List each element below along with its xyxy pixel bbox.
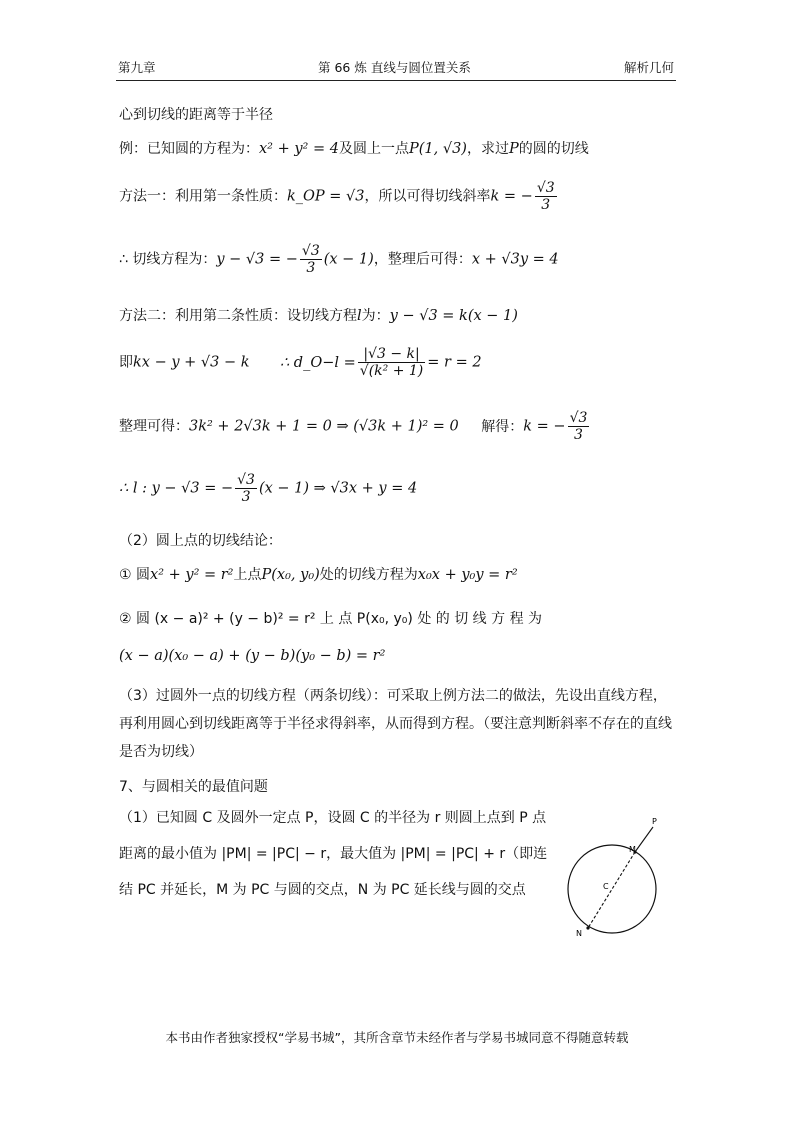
method1-prefix: 方法一：利用第一条性质： — [119, 188, 287, 205]
l-suffix: (x − 1) ⇒ √3x + y = 4 — [258, 480, 418, 497]
fraction-numerator: √3 — [237, 472, 255, 488]
section7-paragraph: （1）已知圆 C 及圆外一定点 P，设圆 C 的半径为 r 则圆上点到 P 点距离的最小值为 |PM| = |PC| − r，最大值为 |PM| = |PC| + r（即连结 PC 并延长，M 为 PC 与圆的交点，N 为 PC 延长线与圆的交点 — [119, 810, 548, 898]
item1-equation: x² + y² = r² — [150, 567, 234, 583]
fraction-numerator: √3 — [569, 410, 588, 426]
item1-line — [119, 564, 518, 584]
fraction-numerator: √3 — [301, 243, 320, 259]
item1-result: x₀x + y₀y = r² — [417, 567, 518, 583]
header-chapter: 第九章 — [118, 60, 156, 75]
distance-numerator: |√3 − k| — [358, 346, 425, 363]
header-rule — [116, 80, 676, 81]
tangent-eq-a: y − √3 = − — [216, 251, 298, 268]
segment-PM — [635, 827, 653, 852]
distance-line — [119, 346, 482, 379]
distance-lhs: ∴ d_O−l = — [279, 354, 356, 371]
example-end: 的圆的切线 — [518, 141, 589, 157]
l-line — [119, 472, 417, 505]
fraction-numerator: √3 — [536, 180, 555, 196]
item1-prefix: ① 圆 — [119, 567, 151, 583]
fraction-denominator: 3 — [241, 489, 251, 506]
ji-equation: kx − y + √3 − k — [133, 354, 250, 371]
example-point: P(1, √3) — [408, 141, 467, 157]
fraction-denominator: 3 — [541, 197, 551, 214]
item1-mid2: 处的切线方程为 — [319, 567, 418, 583]
method2-prefix: 方法二：利用第二条性质：设切线方程 — [119, 308, 357, 324]
method1-fraction — [535, 180, 557, 213]
label-C: C — [603, 882, 609, 891]
example-line — [119, 138, 589, 158]
header-subject: 解析几何 — [624, 60, 675, 75]
arrange-prefix: 整理可得： — [119, 418, 189, 435]
label-M: M — [629, 845, 636, 854]
method2-equation: y − √3 = k(x − 1) — [389, 308, 518, 324]
l-fraction — [235, 472, 257, 505]
header-lesson-title: 第 66 炼 直线与圆位置关系 — [318, 60, 471, 75]
method1-equation: k_OP = √3 — [287, 188, 365, 205]
item1-mid: 上点 — [233, 567, 262, 583]
arrange-line — [119, 410, 591, 443]
line-intro: 心到切线的距离等于半径 — [119, 107, 273, 123]
footer-copyright: 本书由作者独家授权“学易书城”，其所含章节未经作者与学易书城同意不得随意转载 — [165, 1030, 629, 1045]
example-equation: x² + y² = 4 — [259, 141, 339, 157]
example-prefix: 例：已知圆的方程为： — [119, 141, 259, 157]
method1-mid: ，所以可得切线斜率 — [364, 188, 491, 205]
l-prefix: ∴ l : y − √3 = − — [119, 480, 234, 497]
method1-k: k = − — [490, 188, 533, 205]
ji-prefix: 即 — [119, 354, 133, 371]
tangent-prefix: ∴ 切线方程为： — [119, 251, 217, 268]
method2-l: l — [357, 308, 362, 324]
section7-title: 7、与圆相关的最值问题 — [119, 779, 268, 795]
item2-line: ② 圆 (x − a)² + (y − b)² = r² 上 点 P(x₀, y₀) 处 的 切 线 方 程 为 — [119, 611, 543, 627]
item1-point: P(x₀, y₀) — [261, 567, 320, 583]
distance-fraction — [358, 346, 425, 379]
item2-result: (x − a)(x₀ − a) + (y − b)(y₀ − b) = r² — [119, 648, 386, 664]
solve-k: k = − — [523, 418, 566, 435]
tangent-eq-b: (x − 1) — [323, 251, 374, 268]
example-P: P — [508, 141, 519, 157]
section2-title: （2）圆上点的切线结论： — [119, 533, 282, 549]
circle-figure — [560, 812, 680, 942]
tangent-fraction — [300, 243, 322, 276]
tangent-line — [119, 243, 559, 276]
point-N — [586, 926, 589, 929]
example-mid: 及圆上一点 — [338, 141, 409, 157]
fraction-denominator: 3 — [306, 260, 316, 277]
distance-rhs: = r = 2 — [427, 354, 482, 371]
method2-mid: 为： — [361, 308, 390, 324]
method2-line — [119, 305, 518, 325]
fraction-denominator: 3 — [574, 427, 583, 444]
circle-outline — [568, 845, 656, 933]
label-N: N — [576, 929, 582, 938]
arrange-equation: 3k² + 2√3k + 1 = 0 ⇒ (√3k + 1)² = 0 — [189, 418, 459, 435]
dashed-diameter — [588, 852, 635, 928]
tangent-mid: ，整理后可得： — [373, 251, 472, 268]
example-suffix: ，求过 — [466, 141, 509, 157]
solve-fraction — [568, 410, 590, 443]
distance-denominator: √(k² + 1) — [359, 363, 424, 380]
method1-line — [119, 180, 559, 213]
tangent-result: x + √3y = 4 — [471, 251, 559, 268]
section3-paragraph: （3）过圆外一点的切线方程（两条切线）：可采取上例方法二的做法，先设出直线方程，再利用圆心到切线距离等于半径求得斜率，从而得到方程。（要注意判断斜率不存在的直线是否为切线） — [119, 688, 672, 760]
solve-prefix: 解得： — [481, 418, 524, 435]
label-P: P — [652, 817, 657, 826]
